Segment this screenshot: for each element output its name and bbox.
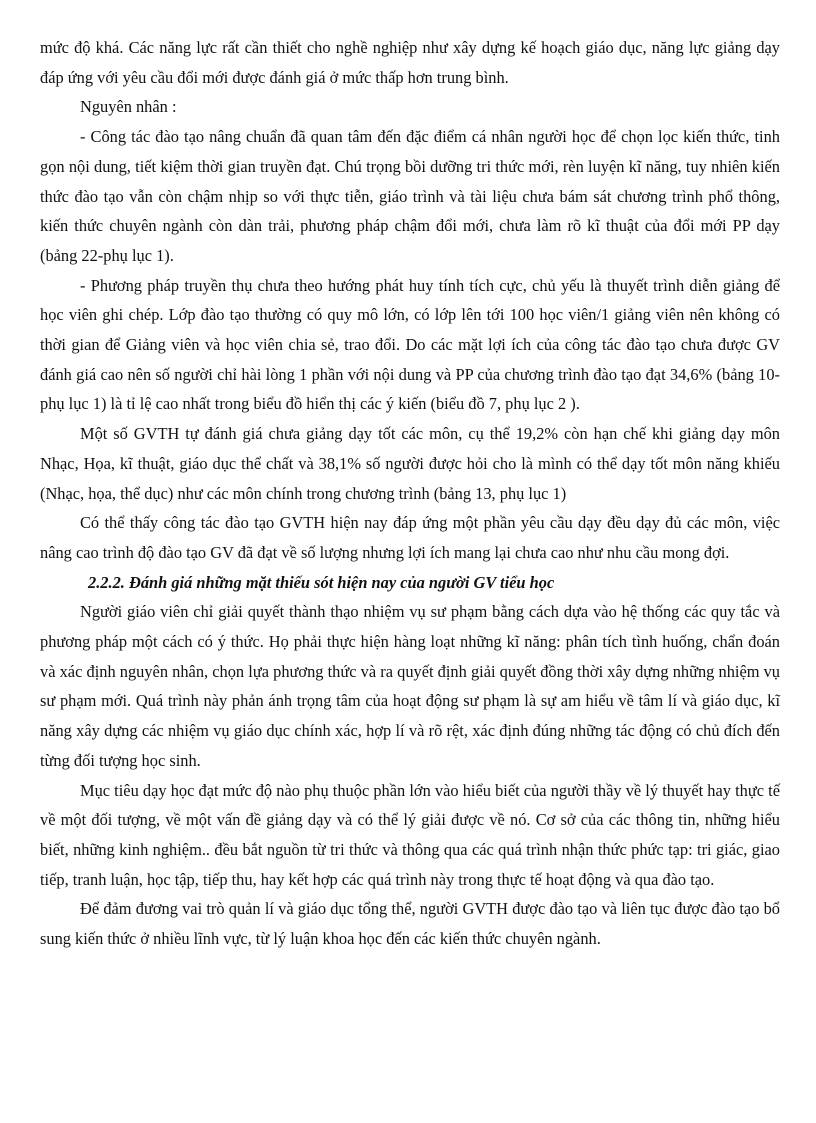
paragraph-teaching-goals: Mục tiêu dạy học đạt mức độ nào phụ thuộc phần lớn vào hiểu biết của người thầy về lý thuyết hay thực tế về một đối tượng, về một vấn đề giảng dạy và có thể lý giải được về nó. Cơ sở của các thông tin, những hiểu biết, những kinh nghiệm.. đều bắt nguồn từ tri thức và thông qua các quá trình nhận thức phức tạp: tri giác, giao tiếp, tranh luận, học tập, tiếp thu, hay kết hợp các quá trình này trong thực tế hoạt động và qua đào tạo.	[40, 780, 780, 889]
paragraph-self-assessment: Một số GVTH tự đánh giá chưa giảng dạy tốt các môn, cụ thể 19,2% còn hạn chế khi giảng dạy môn Nhạc, Họa, kĩ thuật, giáo dục thể chất và 38,1% số người được hỏi cho là mình có thể dạy tốt môn năng khiếu (Nhạc, họa, thể dục) như các môn chính trong chương trình (bảng 13, phụ lục 1)	[40, 424, 780, 503]
paragraph-teaching-method: - Phương pháp truyền thụ chưa theo hướng phát huy tính tích cực, chủ yếu là thuyết trình diễn giảng để học viên ghi chép. Lớp đào tạo thường có quy mô lớn, có lớp lên tới 100 học viên/1 giảng viên nên không có thời gian để Giảng viên và học viên chia sẻ, trao đổi. Do các mặt lợi ích của công tác đào tạo chưa được GV đánh giá cao nên số người chỉ hài lòng 1 phần với nội dung và PP của chương trình đào tạo đạt 34,6% (bảng 10- phụ lục 1) là tỉ lệ cao nhất trong biểu đồ hiển thị các ý kiến (biểu đồ 7, phụ lục 2 ).	[40, 275, 780, 414]
document-page	[40, 33, 780, 954]
section-heading: 2.2.2. Đánh giá những mặt thiếu sót hiện nay của người GV tiểu học	[88, 572, 555, 592]
paragraph-cause-label: Nguyên nhân :	[80, 97, 177, 117]
paragraph-training-content: - Công tác đào tạo nâng chuẩn đã quan tâm đến đặc điểm cá nhân người học để chọn lọc kiến thức, tinh gọn nội dung, tiết kiệm thời gian truyền đạt. Chú trọng bồi dưỡng tri thức mới, rèn luyện kĩ năng, tuy nhiên kiến thức đào tạo vẫn còn chậm nhịp so với thực tiễn, giáo trình và tài liệu chưa bám sát chương trình phổ thông, kiến thức chuyên ngành còn dàn trải, phương pháp chậm đổi mới, chưa làm rõ kĩ thuật của đổi mới PP dạy (bảng 22-phụ lục 1).	[40, 127, 780, 265]
paragraph-teacher-role: Để đảm đương vai trò quản lí và giáo dục tổng thể, người GVTH được đào tạo và liên tục được đào tạo bổ sung kiến thức ở nhiều lĩnh vực, từ lý luận khoa học đến các kiến thức chuyên ngành.	[40, 899, 780, 949]
paragraph-teacher-skills: Người giáo viên chỉ giải quyết thành thạo nhiệm vụ sư phạm bằng cách dựa vào hệ thống các quy tắc và phương pháp một cách có ý thức. Họ phải thực hiện hàng loạt những kĩ năng: phân tích tình huống, chẩn đoán và xác định nguyên nhân, chọn lựa phương thức và ra quyết định giải quyết đồng thời xây dựng những nhiệm vụ sư phạm mới. Quá trình này phản ánh trọng tâm của hoạt động sư phạm là sự am hiểu về tâm lí và giáo dục, kĩ năng xây dựng các nhiệm vụ giáo dục chính xác, hợp lí và rõ rệt, xác định đúng những tác động có chủ đích đến từng đối tượng học sinh.	[40, 602, 780, 770]
paragraph-conclusion: Có thể thấy công tác đào tạo GVTH hiện nay đáp ứng một phần yêu cầu dạy đều dạy đủ các môn, việc nâng cao trình độ đào tạo GV đã đạt về số lượng nhưng lợi ích mang lại chưa cao như nhu cầu mong đợi.	[40, 513, 780, 562]
paragraph-continuation: mức độ khá. Các năng lực rất cần thiết cho nghề nghiệp như xây dựng kế hoạch giáo dục, năng lực giảng dạy đáp ứng với yêu cầu đổi mới được đánh giá ở mức thấp hơn trung bình.	[40, 38, 780, 87]
